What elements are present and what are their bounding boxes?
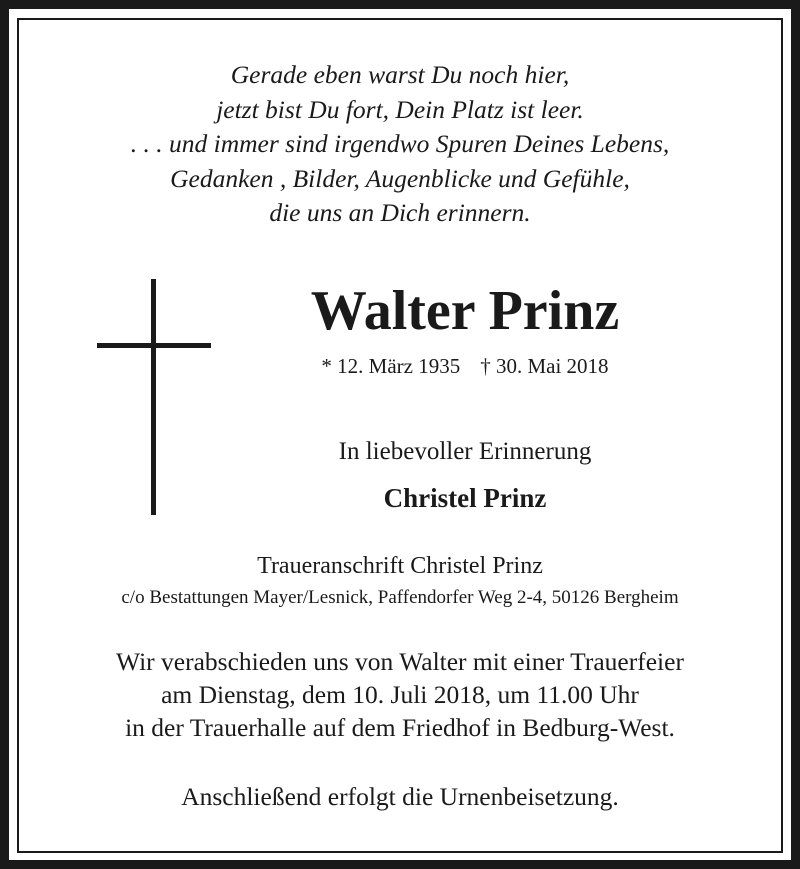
poem-line: jetzt bist Du fort, Dein Platz ist leer. [216, 94, 584, 124]
poem-line: Gedanken , Bilder, Augenblicke und Gefühle, [170, 163, 630, 193]
poem [40, 58, 760, 231]
cross-vertical-bar [151, 279, 156, 515]
poem-line: . . . und immer sind irgendwo Spuren Deines Lebens, [130, 129, 670, 158]
poem-line: Gerade eben warst Du noch hier, [230, 60, 570, 89]
address-line: c/o Bestattungen Mayer/Lesnick, Paffendorfer Weg 2-4, 50126 Bergheim [121, 587, 679, 608]
burial-note: Anschließend erfolgt die Urnenbeisetzung. [181, 782, 619, 811]
ceremony-info [30, 645, 770, 744]
life-dates [250, 352, 680, 380]
cross-horizontal-bar [97, 343, 211, 348]
death-date: † 30. Mai 2018 [480, 354, 609, 378]
deceased-name: Walter Prinz [310, 280, 620, 342]
ceremony-line: am Dienstag, dem 10. Juli 2018, um 11.00 Uhr [161, 680, 639, 709]
poem-line: die uns an Dich erinnern. [269, 198, 531, 227]
memory-intro: In liebevoller Erinnerung [338, 438, 592, 465]
mourner-name: Christel Prinz [383, 483, 547, 513]
birth-date: * 12. März 1935 [321, 354, 461, 378]
ceremony-line: Wir verabschieden uns von Walter mit einer Trauerfeier [116, 647, 684, 676]
ceremony-line: in der Trauerhalle auf dem Friedhof in Bedburg-West. [125, 713, 675, 742]
address-title: Traueranschrift Christel Prinz [257, 553, 543, 579]
